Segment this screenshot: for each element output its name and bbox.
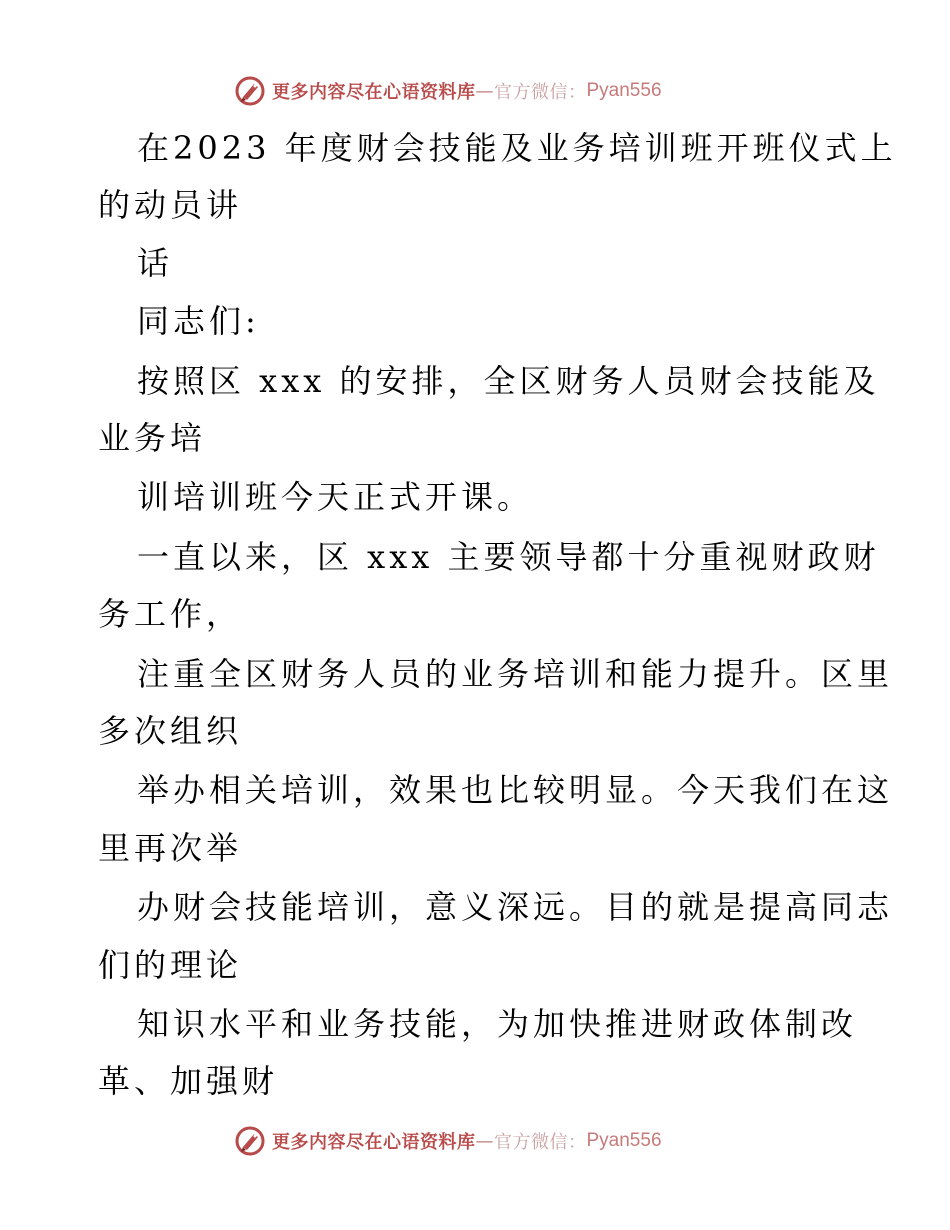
title-line-3: 话 — [137, 244, 174, 282]
paragraph-line: 业务培 — [98, 419, 207, 457]
title-line-1: 在2023 年度财会技能及业务培训班开班仪式上 — [137, 129, 897, 167]
paragraph-line: 多次组织 — [98, 712, 243, 750]
paragraph-line: 训培训班今天正式开课。 — [137, 478, 534, 516]
watermark-main-text: 更多内容尽在心语资料库 — [272, 1132, 476, 1153]
salutation: 同志们: — [137, 302, 260, 340]
paragraph-line: 按照区 xxx 的安排，全区财务人员财会技能及 — [137, 362, 880, 400]
watermark-wechat-id: Pyan556 — [586, 1130, 662, 1151]
paragraph-line: 革、加强财 — [98, 1062, 279, 1100]
paragraph-line: 一直以来，区 xxx 主要领导都十分重视财政财 — [137, 538, 880, 576]
paragraph-line: 里再次举 — [98, 829, 243, 867]
watermark-main-text: 更多内容尽在心语资料库 — [272, 82, 476, 103]
seal-pen-icon — [234, 1125, 266, 1157]
footer-watermark — [234, 1121, 662, 1161]
paragraph-line: 举办相关培训，效果也比较明显。今天我们在这 — [137, 771, 894, 809]
watermark-wechat-id: Pyan556 — [586, 80, 662, 101]
seal-pen-icon — [234, 75, 266, 107]
title-line-2: 的动员讲 — [98, 186, 243, 224]
paragraph-line: 注重全区财务人员的业务培训和能力提升。区里 — [137, 655, 894, 693]
paragraph-line: 办财会技能培训，意义深远。目的就是提高同志 — [137, 888, 894, 926]
paragraph-line: 知识水平和业务技能，为加快推进财政体制改 — [137, 1005, 858, 1043]
watermark-label: 官方微信： — [494, 82, 587, 103]
watermark-separator: — — [475, 80, 494, 102]
watermark-label: 官方微信： — [494, 1132, 587, 1153]
paragraph-line: 们的理论 — [98, 946, 243, 984]
header-watermark — [234, 71, 662, 111]
watermark-separator: — — [475, 1130, 494, 1152]
paragraph-line: 务工作， — [98, 595, 243, 633]
